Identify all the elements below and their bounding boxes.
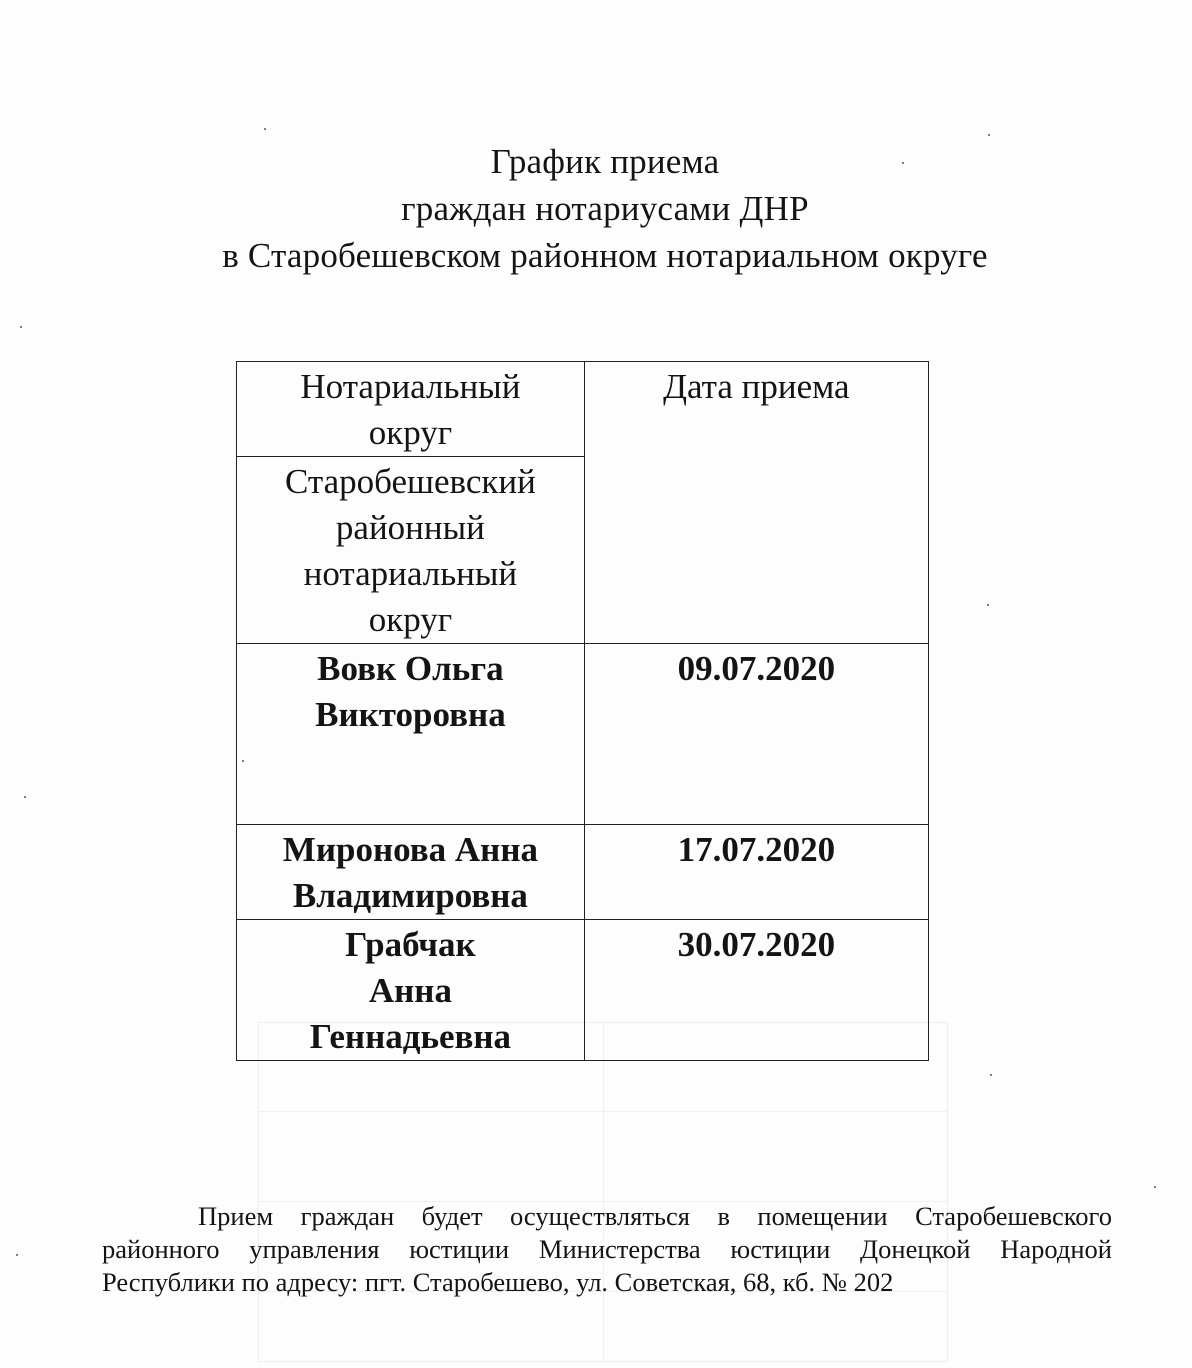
scan-speck <box>988 134 990 136</box>
reception-date: 17.07.2020 <box>677 830 836 869</box>
schedule-table <box>236 361 929 1061</box>
notary-name: Миронова Анна Владимировна <box>282 830 539 915</box>
title-line-2: граждан нотариусами ДНР <box>401 189 809 228</box>
district-name-label: Старобешевский районный нотариальный округ <box>285 462 536 639</box>
header-district-cell <box>237 362 585 457</box>
footer-paragraph <box>102 1200 1112 1299</box>
scan-speck <box>902 162 904 164</box>
scan-speck <box>990 1074 992 1076</box>
table-header-row <box>237 362 929 457</box>
footer-line-1: Прием граждан будет осуществляться в помещении Старобешевского <box>198 1201 1112 1231</box>
scan-speck <box>242 760 244 762</box>
notary-name: Грабчак Анна Геннадьевна <box>309 925 512 1056</box>
district-name-cell <box>237 457 585 644</box>
reverse-side-show-through <box>258 1022 948 1362</box>
notary-name-cell <box>237 825 585 920</box>
scan-speck <box>264 128 266 130</box>
scan-speck <box>20 326 22 328</box>
title-line-3: в Старобешевском районном нотариальном округе <box>222 236 988 275</box>
scan-speck <box>16 1254 18 1256</box>
scan-speck <box>987 604 989 606</box>
notary-name-cell <box>237 644 585 825</box>
table-row <box>237 644 929 825</box>
footer-line-2: районного управления юстиции Министерства юстиции Донецкой Народной <box>102 1234 1112 1264</box>
scan-speck <box>24 796 26 798</box>
reception-date-cell <box>584 644 928 825</box>
footer-line-3: Республики по адресу: пгт. Старобешево, ул. Советская, 68, кб. № 202 <box>102 1267 894 1297</box>
header-district-label: Нотариальный округ <box>300 367 521 452</box>
reception-date-cell <box>584 825 928 920</box>
notary-name: Вовк Ольга Викторовна <box>315 649 506 734</box>
reception-date: 30.07.2020 <box>677 925 836 964</box>
document-title <box>0 138 1192 279</box>
table-row <box>237 825 929 920</box>
header-date-cell <box>584 362 928 644</box>
reception-date: 09.07.2020 <box>677 649 836 688</box>
scan-speck <box>1154 1186 1156 1188</box>
title-line-1: График приема <box>490 142 720 181</box>
header-date-label: Дата приема <box>663 367 850 406</box>
